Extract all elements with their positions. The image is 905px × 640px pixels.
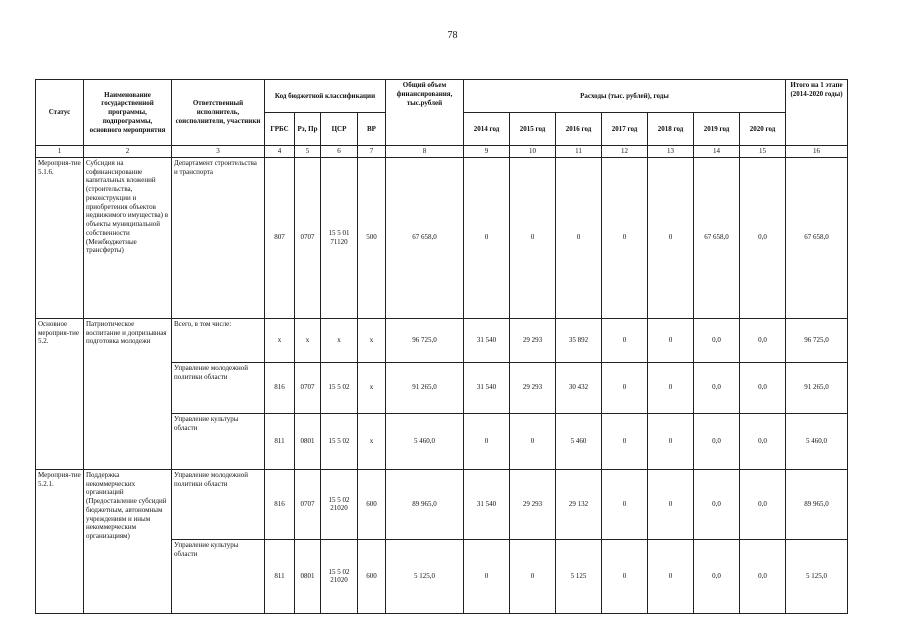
- column-number: 7: [358, 146, 386, 158]
- header-responsible: Ответственный исполнитель, соисполнители, участники: [172, 80, 265, 146]
- header-budget-code: Код бюджетной классификации: [265, 80, 386, 113]
- rzpr-cell: 0707: [295, 157, 321, 318]
- column-number: 9: [464, 146, 510, 158]
- grbs-cell: 807: [265, 157, 295, 318]
- header-total-funding: Общий объем финансирования, тыс.рублей: [386, 80, 464, 146]
- header-year: 2017 год: [602, 113, 648, 146]
- year-value-cell: 0,0: [694, 318, 740, 362]
- grbs-cell: 816: [265, 362, 295, 413]
- name-cell: Поддержка некоммерческих организаций (Предоставление субсидий бюджетным, автономным учреждениям и иным некоммерческим организациям): [84, 469, 172, 613]
- rzpr-cell: 0801: [295, 539, 321, 613]
- rzpr-cell: 0707: [295, 469, 321, 539]
- column-number: 3: [172, 146, 265, 158]
- header-status: Статус: [36, 80, 84, 146]
- responsible-cell: Всего, в том числе:: [172, 318, 265, 362]
- header-year: 2016 год: [556, 113, 602, 146]
- year-value-cell: 29 293: [510, 318, 556, 362]
- year-value-cell: 29 293: [510, 362, 556, 413]
- year-value-cell: 0,0: [740, 318, 786, 362]
- stage-total-cell: 5 125,0: [786, 539, 848, 613]
- vr-cell: х: [358, 318, 386, 362]
- header-grbs: ГРБС: [265, 113, 295, 146]
- column-number: 16: [786, 146, 848, 158]
- column-number: 5: [295, 146, 321, 158]
- responsible-cell: Управление молодежной политики области: [172, 362, 265, 413]
- year-value-cell: 29 132: [556, 469, 602, 539]
- vr-cell: х: [358, 413, 386, 469]
- total-cell: 89 965,0: [386, 469, 464, 539]
- stage-total-cell: 5 460,0: [786, 413, 848, 469]
- grbs-cell: 811: [265, 413, 295, 469]
- year-value-cell: 0,0: [694, 539, 740, 613]
- responsible-cell: Департамент строительства и транспорта: [172, 157, 265, 318]
- year-value-cell: 31 540: [464, 469, 510, 539]
- year-value-cell: 0: [602, 469, 648, 539]
- total-cell: 5 460,0: [386, 413, 464, 469]
- header-year: 2014 год: [464, 113, 510, 146]
- grbs-cell: 811: [265, 539, 295, 613]
- year-value-cell: 0,0: [694, 413, 740, 469]
- column-number: 4: [265, 146, 295, 158]
- stage-total-cell: 96 725,0: [786, 318, 848, 362]
- year-value-cell: 0: [464, 413, 510, 469]
- column-number: 10: [510, 146, 556, 158]
- year-value-cell: 0,0: [740, 469, 786, 539]
- header-csr: ЦСР: [321, 113, 358, 146]
- status-cell: Мероприя-тие 5.1.6.: [36, 157, 84, 318]
- vr-cell: 600: [358, 539, 386, 613]
- year-value-cell: 0: [648, 157, 694, 318]
- year-value-cell: 0: [510, 157, 556, 318]
- name-cell: Патриотическое воспитание и допризывная подготовка молодежи: [84, 318, 172, 469]
- responsible-cell: Управление молодежной политики области: [172, 469, 265, 539]
- rzpr-cell: 0801: [295, 413, 321, 469]
- year-value-cell: 0: [602, 539, 648, 613]
- header-rz-pr: Рз, Пр: [295, 113, 321, 146]
- year-value-cell: 0: [464, 539, 510, 613]
- vr-cell: 500: [358, 157, 386, 318]
- year-value-cell: 0: [602, 318, 648, 362]
- csr-cell: 15 5 02 21020: [321, 469, 358, 539]
- stage-total-cell: 67 658,0: [786, 157, 848, 318]
- year-value-cell: 31 540: [464, 362, 510, 413]
- year-value-cell: 0: [648, 539, 694, 613]
- csr-cell: х: [321, 318, 358, 362]
- year-value-cell: 0,0: [740, 362, 786, 413]
- year-value-cell: 30 432: [556, 362, 602, 413]
- column-number: 12: [602, 146, 648, 158]
- header-year: 2018 год: [648, 113, 694, 146]
- year-value-cell: 31 540: [464, 318, 510, 362]
- year-value-cell: 67 658,0: [694, 157, 740, 318]
- total-cell: 5 125,0: [386, 539, 464, 613]
- rzpr-cell: 0707: [295, 362, 321, 413]
- year-value-cell: 0: [648, 413, 694, 469]
- name-cell: Субсидия на софинансирование капитальных вложений (строительства, реконструкции и приобретения объектов недвижимого имущества) в объекты муниципальной собственности (Межбюджетные трансферты): [84, 157, 172, 318]
- total-cell: 67 658,0: [386, 157, 464, 318]
- grbs-cell: 816: [265, 469, 295, 539]
- stage-total-cell: 91 265,0: [786, 362, 848, 413]
- year-value-cell: 0,0: [694, 362, 740, 413]
- year-value-cell: 0,0: [740, 413, 786, 469]
- csr-cell: 15 5 02: [321, 362, 358, 413]
- responsible-cell: Управление культуры области: [172, 539, 265, 613]
- year-value-cell: 0: [510, 539, 556, 613]
- year-value-cell: 5 125: [556, 539, 602, 613]
- grbs-cell: х: [265, 318, 295, 362]
- year-value-cell: 0,0: [740, 539, 786, 613]
- budget-table: [35, 79, 848, 614]
- header-expenses: Расходы (тыс. рублей), годы: [464, 80, 786, 113]
- year-value-cell: 0,0: [740, 157, 786, 318]
- year-value-cell: 0: [556, 157, 602, 318]
- csr-cell: 15 5 02: [321, 413, 358, 469]
- status-cell: Мероприя-тие 5.2.1.: [36, 469, 84, 613]
- column-number: 14: [694, 146, 740, 158]
- table-row: [36, 318, 848, 362]
- year-value-cell: 29 293: [510, 469, 556, 539]
- vr-cell: 600: [358, 469, 386, 539]
- table-row: [36, 157, 848, 318]
- year-value-cell: 0: [648, 318, 694, 362]
- total-cell: 91 265,0: [386, 362, 464, 413]
- header-year: 2019 год: [694, 113, 740, 146]
- year-value-cell: 0: [648, 362, 694, 413]
- vr-cell: х: [358, 362, 386, 413]
- header-program-name: Наименование государственной программы, подпрограммы, основного мероприятия: [84, 80, 172, 146]
- column-number: 15: [740, 146, 786, 158]
- year-value-cell: 5 460: [556, 413, 602, 469]
- rzpr-cell: х: [295, 318, 321, 362]
- year-value-cell: 0: [510, 413, 556, 469]
- year-value-cell: 0: [602, 413, 648, 469]
- csr-cell: 15 5 02 21020: [321, 539, 358, 613]
- year-value-cell: 35 892: [556, 318, 602, 362]
- column-number: 13: [648, 146, 694, 158]
- total-cell: 96 725,0: [386, 318, 464, 362]
- responsible-cell: Управление культуры области: [172, 413, 265, 469]
- header-year: 2015 год: [510, 113, 556, 146]
- year-value-cell: 0: [648, 469, 694, 539]
- header-year: 2020 год: [740, 113, 786, 146]
- csr-cell: 15 5 01 71120: [321, 157, 358, 318]
- status-cell: Основное мероприя-тие 5.2.: [36, 318, 84, 469]
- year-value-cell: 0: [602, 362, 648, 413]
- column-number: 11: [556, 146, 602, 158]
- column-number: 2: [84, 146, 172, 158]
- stage-total-cell: 89 965,0: [786, 469, 848, 539]
- table-row: [36, 469, 848, 539]
- header-vr: ВР: [358, 113, 386, 146]
- page-number: 78: [447, 30, 458, 41]
- year-value-cell: 0: [464, 157, 510, 318]
- column-number: 8: [386, 146, 464, 158]
- year-value-cell: 0,0: [694, 469, 740, 539]
- year-value-cell: 0: [602, 157, 648, 318]
- column-number: 6: [321, 146, 358, 158]
- header-stage-total: Итого на 1 этапе (2014-2020 годы): [786, 80, 848, 146]
- column-number: 1: [36, 146, 84, 158]
